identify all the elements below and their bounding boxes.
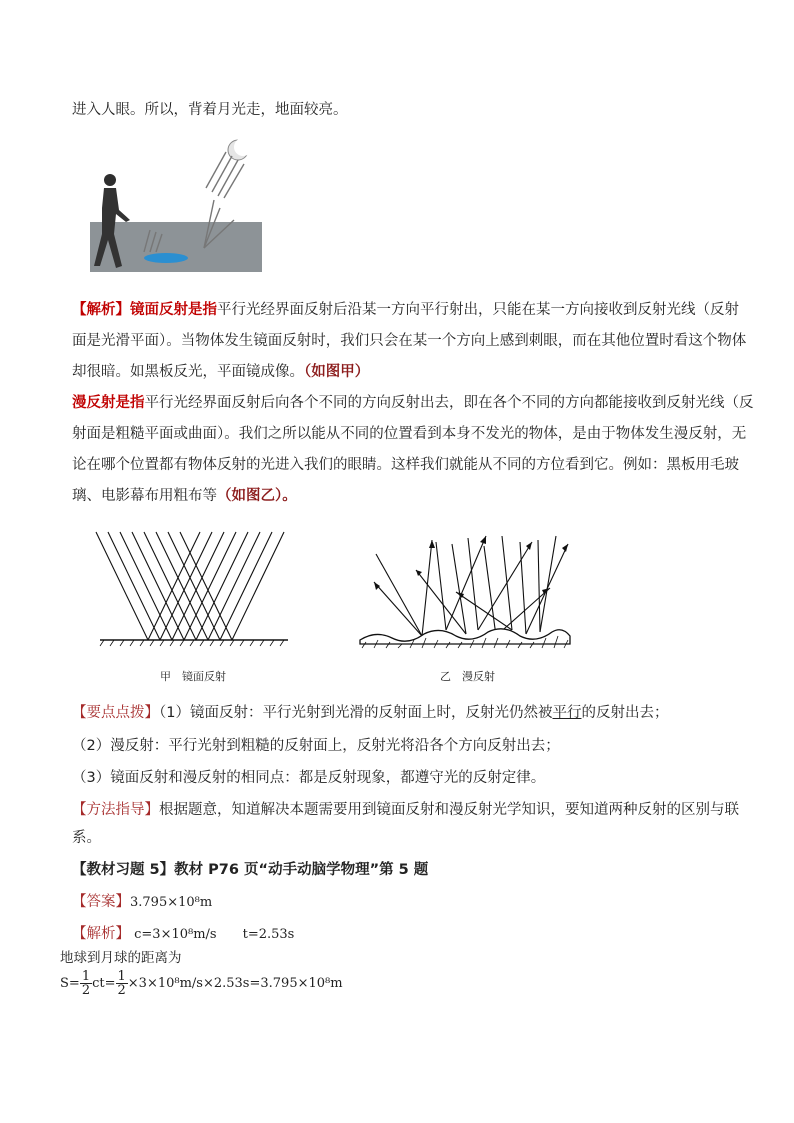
method-line-1: 【方法指导】根据题意，知道解决本题需要用到镜面反射和漫反射光学知识，要知道两种反射的区别与联 [72, 802, 739, 818]
surface-hatching [100, 640, 284, 646]
distance-description: 地球到月球的距离为 [60, 950, 182, 966]
analysis-line-5: 射面是粗糙平面或曲面）。我们之所以能从不同的位置看到本身不发光的物体，是由于物体发生漫反射，无 [72, 426, 747, 442]
analysis-line-1: 【解析】镜面反射是指平行光经界面反射后沿某一方向平行射出，只能在某一方向接收到反射光线（反射 [72, 302, 739, 318]
analysis-line-6: 论在哪个位置都有物体反射的光进入我们的眼睛。这样我们就能从不同的方位看到它。例如：黑板用毛玻 [72, 457, 739, 473]
term-specular: 镜面反射是指 [130, 302, 217, 318]
analysis-tag: 【解析】 [72, 302, 130, 318]
paragraph-continuation: 进入人眼。所以，背着月光走，地面较亮。 [72, 102, 348, 118]
analysis-line-7: 璃、电影幕布用粗布等（如图乙）。 [72, 488, 297, 504]
analysis-line-4: 漫反射是指平行光经界面反射后向各个不同的方向反射出去，即在各个不同的方向都能接收到反射光线（反 [72, 395, 754, 411]
moonlight-illustration [88, 138, 266, 276]
answer-line [72, 892, 212, 913]
keypoint-line-2: （2）漫反射：平行光射到粗糙的反射面上，反射光将沿各个方向反射出去； [72, 738, 560, 754]
analysis-line-2: 面是光滑平面）。当物体发生镜面反射时，我们只会在某一个方向上感到刺眼，而在其他位置时看这个物体 [72, 333, 747, 349]
diffuse-reflection-diagram [356, 526, 574, 650]
answer-tag: 【答案】 [72, 894, 130, 910]
caption-specular: 甲 镜面反射 [160, 670, 226, 683]
exercise-analysis-line: 【解析】 c=3×10⁸m/s t=2.53s [72, 926, 295, 942]
exercise-title: 【教材习题 5】教材 P76 页“动手动脑学物理”第 5 题 [72, 862, 429, 878]
specular-reflection-diagram [92, 526, 292, 650]
keypoints-tag: 【要点点拨】 [72, 705, 159, 721]
water-puddle [144, 253, 188, 263]
caption-diffuse: 乙 漫反射 [440, 670, 495, 683]
distance-formula: S= $\frac{1}{2}$ ct= $\frac{1}{2}$ ×3×10⁸m/s×2.53s=3.795×10⁸m [60, 969, 343, 998]
analysis-line-3: 却很暗。如黑板反光，平面镜成像。（如图甲） [72, 364, 370, 380]
fraction-half-2: $\frac{1}{2}$ [117, 969, 126, 998]
method-line-2: 系。 [72, 830, 101, 846]
answer-value: 3.795×10⁸m [130, 895, 213, 910]
keypoint-line-1: 【要点点拨】（1）镜面反射：平行光射到光滑的反射面上时，反射光仍然被平行的反射出去； [72, 705, 669, 721]
keypoint-line-3: （3）镜面反射和漫反射的相同点：都是反射现象，都遵守光的反射定律。 [72, 770, 546, 786]
term-diffuse: 漫反射是指 [72, 395, 145, 411]
exercise-analysis-tag: 【解析】 [72, 926, 130, 942]
fraction-half: $\frac{1}{2}$ [81, 969, 91, 998]
method-tag: 【方法指导】 [72, 802, 159, 818]
